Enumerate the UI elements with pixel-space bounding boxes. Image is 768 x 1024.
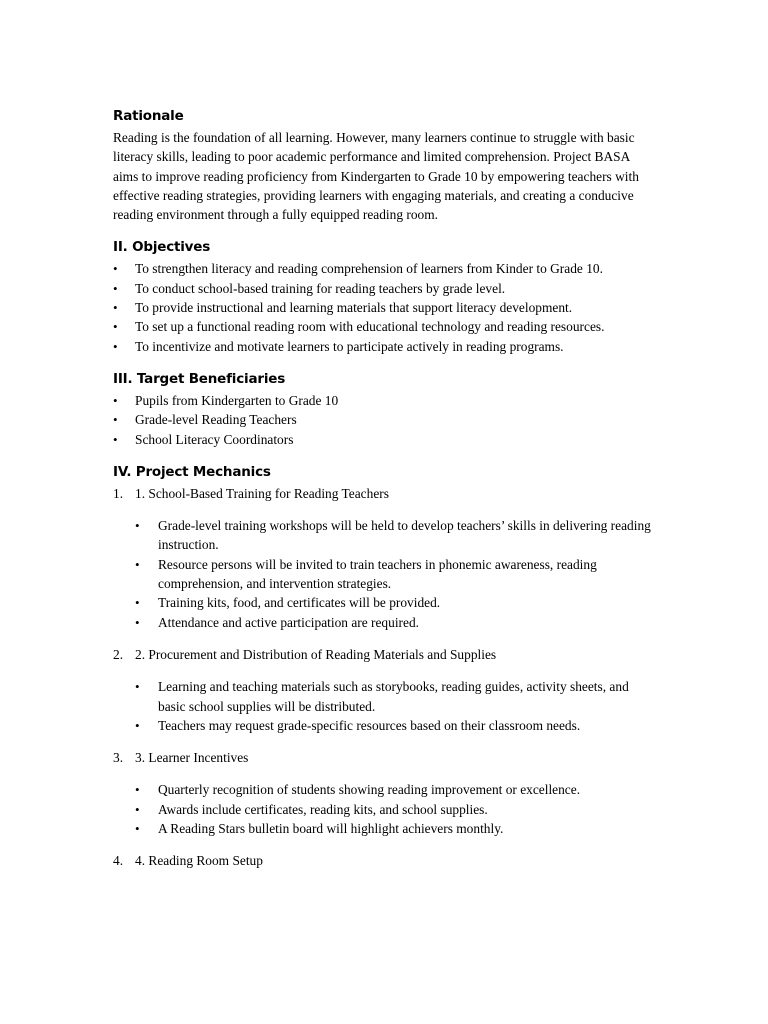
bullet-icon: •: [135, 595, 140, 611]
list-item: • Training kits, food, and certificates will be provided.: [113, 593, 658, 612]
bullet-icon: •: [135, 821, 140, 837]
document-page: [113, 106, 658, 871]
list-item: • Quarterly recognition of students showing reading improvement or excellence.: [113, 780, 658, 799]
bullet-icon: •: [113, 338, 118, 354]
rationale-paragraph: Reading is the foundation of all learning. However, many learners continue to struggle with basic literacy skills, leading to poor academic performance and limited comprehension. Project BASA aims to improve reading proficiency from Kindergarten to Grade 10 by empowering teachers with effective reading strategies, providing learners with engaging materials, and creating a conducive reading environment through a fully equipped reading room.: [113, 130, 639, 223]
list-item: • To set up a functional reading room with educational technology and reading resources.: [113, 317, 658, 336]
mechanics-item-2-bullets: [113, 677, 658, 735]
mechanics-heading: IV. Project Mechanics: [113, 463, 271, 480]
mechanics-item-1-bullets: [113, 516, 658, 632]
mechanics-item-3: [113, 748, 658, 767]
item-title: 1. School-Based Training for Reading Teachers: [135, 485, 389, 501]
item-number: 3.: [113, 750, 124, 766]
list-item: • Teachers may request grade-specific resources based on their classroom needs.: [113, 716, 658, 735]
item-title: 4. Reading Room Setup: [135, 853, 263, 869]
bullet-icon: •: [113, 261, 118, 277]
bullet-icon: •: [113, 431, 118, 447]
list-item: • To provide instructional and learning materials that support literacy development.: [113, 298, 658, 317]
item-title: 2. Procurement and Distribution of Reading Materials and Supplies: [135, 646, 497, 662]
mechanics-item-4: [113, 851, 658, 870]
beneficiaries-heading: III. Target Beneficiaries: [113, 370, 286, 387]
item-number: 4.: [113, 853, 124, 869]
objectives-list: [113, 259, 658, 355]
bullet-icon: •: [135, 518, 140, 534]
list-item: • Attendance and active participation are required.: [113, 613, 658, 632]
list-item: • Pupils from Kindergarten to Grade 10: [113, 391, 658, 410]
mechanics-item-3-bullets: [113, 780, 658, 838]
bullet-icon: •: [135, 801, 140, 817]
list-item: • Learning and teaching materials such as storybooks, reading guides, activity sheets, and basic school supplies will be distributed.: [135, 679, 629, 714]
mechanics-item-1: [113, 484, 658, 503]
beneficiaries-list: [113, 391, 658, 449]
list-item: • To strengthen literacy and reading comprehension of learners from Kinder to Grade 10.: [113, 259, 658, 278]
bullet-icon: •: [135, 717, 140, 733]
bullet-icon: •: [135, 679, 140, 695]
list-item: • School Literacy Coordinators: [113, 430, 658, 449]
bullet-icon: •: [113, 412, 118, 428]
rationale-heading: Rationale: [113, 108, 184, 124]
list-item: • Grade-level training workshops will be held to develop teachers’ skills in delivering reading instruction.: [135, 518, 651, 553]
list-item: • A Reading Stars bulletin board will highlight achievers monthly.: [113, 819, 658, 838]
list-item: • Grade-level Reading Teachers: [113, 410, 658, 429]
bullet-icon: •: [135, 556, 140, 572]
bullet-icon: •: [135, 614, 140, 630]
list-item: • Awards include certificates, reading kits, and school supplies.: [113, 800, 658, 819]
bullet-icon: •: [113, 392, 118, 408]
list-item: • To conduct school-based training for reading teachers by grade level.: [113, 279, 658, 298]
item-number: 2.: [113, 646, 124, 662]
item-number: 1.: [113, 485, 124, 501]
list-item: • To incentivize and motivate learners to participate actively in reading programs.: [113, 337, 658, 356]
bullet-icon: •: [135, 782, 140, 798]
list-item: • Resource persons will be invited to train teachers in phonemic awareness, reading comprehension, and intervention strategies.: [135, 556, 597, 592]
bullet-icon: •: [113, 280, 118, 296]
bullet-icon: •: [113, 319, 118, 335]
bullet-icon: •: [113, 300, 118, 316]
mechanics-item-2: [113, 645, 658, 664]
objectives-heading: II. Objectives: [113, 239, 211, 256]
item-title: 3. Learner Incentives: [135, 750, 249, 766]
